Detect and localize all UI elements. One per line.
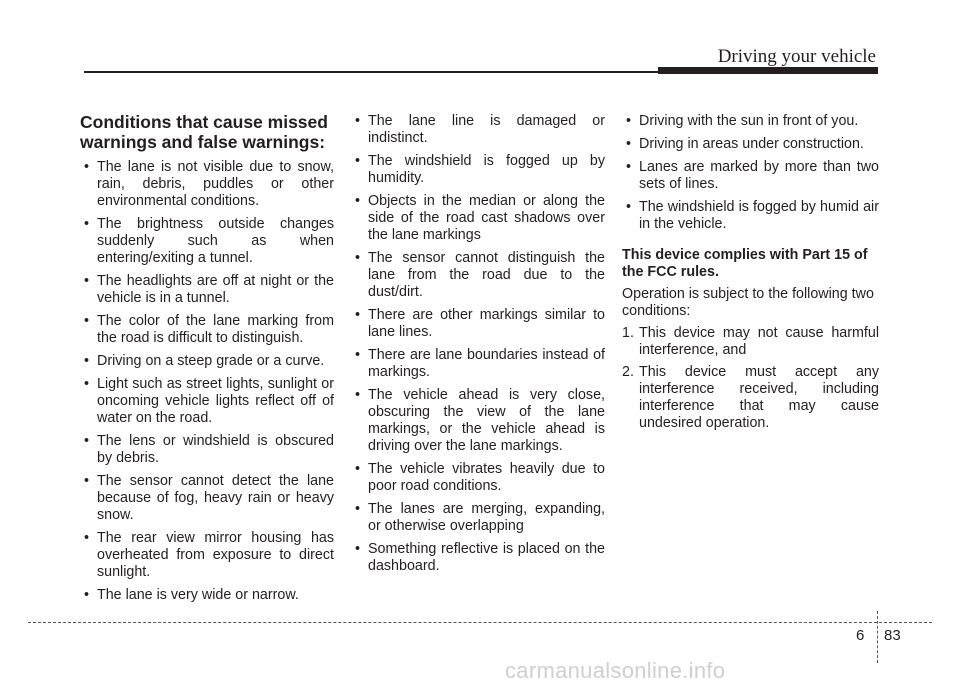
list-item: • There are lane boundaries instead of markings. [351, 347, 605, 381]
list-item: • The sensor cannot detect the lane because of fog, heavy rain or heavy snow. [80, 473, 334, 524]
page-number: 83 [884, 627, 901, 644]
list-item: • Light such as street lights, sunlight or oncoming vehicle lights reflect off of water on the road. [80, 376, 334, 427]
list-number: 2. [622, 364, 634, 380]
footer-rule [28, 622, 932, 623]
fcc-heading: This device complies with Part 15 of the FCC rules. [622, 247, 868, 280]
list-item: • The lane is very wide or narrow. [80, 587, 334, 604]
list-item: • Driving on a steep grade or a curve. [80, 353, 334, 370]
list-item: • Objects in the median or along the side of the road cast shadows over the lane markings [351, 193, 605, 244]
list-item: • The vehicle vibrates heavily due to poor road conditions. [351, 461, 605, 495]
footer-separator [877, 611, 878, 663]
chapter-number: 6 [856, 627, 865, 644]
conditions-list [80, 159, 334, 604]
running-header-title: Driving your vehicle [717, 46, 876, 67]
list-item: • Driving with the sun in front of you. [622, 113, 879, 130]
header-rule [84, 71, 664, 73]
list-item [622, 364, 879, 432]
list-item: • Driving in areas under construction. [622, 136, 879, 153]
header-rule-thick [658, 67, 878, 74]
list-item: • There are other markings similar to lane lines. [351, 307, 605, 341]
list-text: This device must accept any interference received, including interference that may cause undesired operation. [639, 364, 879, 431]
list-item: • The lane is not visible due to snow, rain, debris, puddles or other environmental conditions. [80, 159, 334, 210]
list-item: • The lanes are merging, expanding, or otherwise overlapping [351, 501, 605, 535]
list-item: • The headlights are off at night or the vehicle is in a tunnel. [80, 273, 334, 307]
list-item: • The lens or windshield is obscured by debris. [80, 433, 334, 467]
list-item: • The vehicle ahead is very close, obscuring the view of the lane markings, or the vehicle ahead is driving over the lane markings. [351, 387, 605, 455]
fcc-conditions-list [622, 325, 879, 432]
list-item: • Lanes are marked by more than two sets of lines. [622, 159, 879, 193]
conditions-list [622, 113, 879, 233]
list-item: • Something reflective is placed on the dashboard. [351, 541, 605, 575]
list-item: • The brightness outside changes suddenly such as when entering/exiting a tunnel. [80, 216, 334, 267]
list-item: • The color of the lane marking from the road is difficult to distinguish. [80, 313, 334, 347]
list-item: • The rear view mirror housing has overheated from exposure to direct sunlight. [80, 530, 334, 581]
list-item: • The lane line is damaged or indistinct. [351, 113, 605, 147]
column-3 [622, 113, 879, 437]
conditions-list [351, 113, 605, 575]
fcc-intro: Operation is subject to the following two conditions: [622, 286, 874, 319]
list-item: • The windshield is fogged up by humidity. [351, 153, 605, 187]
list-text: This device may not cause harmful interference, and [639, 325, 879, 358]
list-item [622, 325, 879, 359]
watermark: carmanualsonline.info [505, 658, 726, 683]
column-1 [80, 112, 334, 610]
section-heading: Conditions that cause missed warnings and false warnings: [80, 112, 328, 152]
list-item: • The windshield is fogged by humid air in the vehicle. [622, 199, 879, 233]
list-item: • The sensor cannot distinguish the lane from the road due to the dust/dirt. [351, 250, 605, 301]
list-number: 1. [622, 325, 634, 341]
column-2 [351, 113, 605, 581]
